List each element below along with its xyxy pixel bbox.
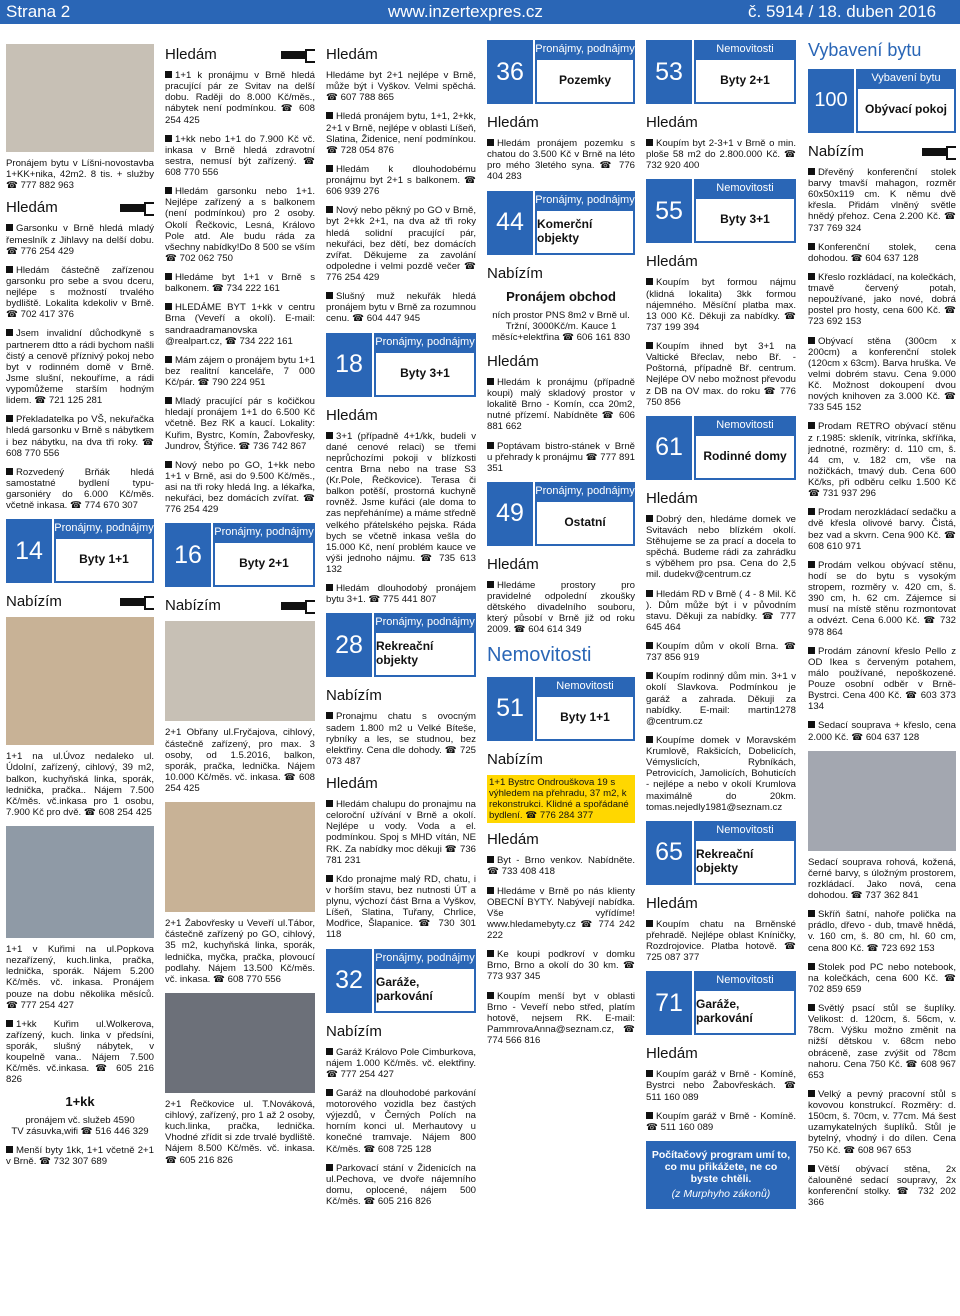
category-box: 55 Nemovitosti Byty 3+1 — [646, 179, 796, 243]
category-box: 16 Pronájmy, podnájmy Byty 2+1 — [165, 523, 315, 587]
ad-item: Jsem invalidní důchodkyně s partnerem dtto a rádi bychom našli čistý a cenově příznivý pokoj nebo byt v rodinném domě v Brně. Jsme slušní, nekouříme, a rádi vypomůžeme starším hodným lidem. ☎ 721 125 281 — [6, 328, 154, 407]
ad-item: Hledám pronájem pozemku s chatou do 3.500 Kč v Brně na léto pro mého 3letého syna. ☎ 776 404 283 — [487, 138, 635, 183]
ad-item: Prodám zánovní křeslo Pello z OD Ikea s červeným potahem, málo používané, nepoškozené. Pouze osobní odběr v Brně-Bystrci. Cena 400 Kč. ☎ 603 373 134 — [808, 645, 956, 713]
photo-caption: 2+1 Řečkovice ul. T.Nováková, cihlový, zařízený, pro 1 až 2 osoby, kuch.linka, pračka, lednička. Vhodné zřídit si zde trvalé bydliště. Nájem 8.500 Kč/měs. vč. inkasa. ☎ 605 216 826 — [165, 1098, 315, 1166]
ad-item: Sedací souprava + křeslo, cena 2.000 Kč. ☎ 604 637 128 — [808, 720, 956, 743]
section-heading: Hledám — [326, 406, 378, 424]
quote-text: Počítačový program umí to, co mu přikážete, ne co byste chtěli. — [651, 1148, 791, 1186]
ad-item: Koupím dům v okolí Brna. ☎ 737 856 919 — [646, 641, 796, 664]
photo-caption: 1+1 v Kuřimi na ul.Popkova nezařízený, kuch.linka, pračka, lednička, sporák. Nájem 5.200 Kč/měs. vč. inkasa. Pronájem pouze na dobu několika měsíců. ☎ 777 254 427 — [6, 944, 154, 1011]
ad-item: Dřevěný konferenční stolek barvy tmavší mahagon, rozměr 60x50x119 cm. K němu dvě křesla. Přidám vlněný světle hnědý přehoz. Cena 2.200 Kč. ☎ 737 769 324 — [808, 166, 956, 234]
category-box: 44 Pronájmy, podnájmy Komerční objekty — [487, 191, 635, 255]
section-heading: Hledám — [646, 894, 698, 912]
arrow-right-icon — [120, 598, 152, 606]
ad-item: Garáž Královo Pole Cimburkova, nájem 1.000 Kč/měs. vč. elektřiny. ☎ 777 254 427 — [326, 1046, 476, 1080]
ad-item: Světlý psací stůl se šuplíky. Velikost: d. 120cm, š. 56cm, v. 78cm. Výšku možno změnit na nižší dětskou v. 68cm nebo obráceně, zase zvýšit od 78cm nahoru. Cena 750 Kč. ☎ 608 967 653 — [808, 1003, 956, 1081]
column-3 — [326, 40, 476, 1312]
ad-item: Hledá pronájem bytu, 1+1, 2+kk, 2+1 v Brně, nejlépe v oblasti Líšeň, Slatina, Židenice, není podmínkou. ☎ 728 054 876 — [326, 111, 476, 156]
ad-item: Skříň šatní, nahoře polička na prádlo, dřevo - dub, tmavě hnědá, v. 160 cm, š. 80 cm, hl. 60 cm, cena 800 Kč. ☎ 723 692 153 — [808, 909, 956, 954]
ad-item: 1+kk Kuřim ul.Wolkerova, zařízený, kuch. linka v předsíni, sporák, slušný nábytek, v koupelně vana.. Nájem 7.500 Kč/měs. vč.inkasa. ☎ 605 216 826 — [6, 1018, 154, 1086]
ad-item: Koupíme domek v Moravském Krumlově, Rakšicích, Dobelicích, Vémyslicích, Rybníkách, Petrovicích, Jamolicích, Bohuticích - nejlépe a nebo v okolí Krumlova maximálně do 20km. tomas.nejedly1981@seznam.cz — [646, 734, 796, 813]
section-heading: Hledám — [6, 199, 154, 217]
column-1 — [6, 40, 154, 1312]
column-6 — [808, 40, 956, 1312]
arrow-left-icon — [120, 204, 152, 212]
section-heading: Nabízím — [165, 597, 315, 615]
ad-item: Koupím ihned byt 3+1 na Valtické Břeclav, nebo Bř. - Poštorná, případně Bř. centrum. Nejlépe OV nebo možnost převodu z DB na OV max. do roku ☎ 776 750 856 — [646, 341, 796, 408]
ad-item: Hledáme prostory pro pravidelné odpolední zkoušky dětského divadelního souboru, který působí v Brně již od roku 2009. ☎ 604 614 349 — [487, 579, 635, 636]
category-box: 32 Pronájmy, podnájmy Garáže, parkování — [326, 949, 476, 1013]
ad-item: Rozvedený Brňák hledá samostatné bydlení typu-garsoniéry do 6.000 Kč/měs. včetně inkasa. ☎ 774 670 307 — [6, 466, 154, 512]
shop-ad: Pronájem obchod ních prostor PNS 8m2 v Brně ul. Tržní, 3000Kč/m. Kauce 1 měsíc+elektřina ☎ 606 161 830 — [491, 288, 631, 343]
sofa-photo — [808, 751, 956, 851]
ad-item: Hledám dlouhodobý pronájem bytu 3+1. ☎ 775 441 807 — [326, 583, 476, 606]
photo-caption: Sedací souprava rohová, kožená, černé barvy, s úložným prostorem, rozkládací. Jako nová, cena dohodou. ☎ 737 362 841 — [808, 856, 956, 901]
section-title: Vybavení bytu — [808, 40, 922, 60]
ad-item: Koupím byt 2-3+1 v Brně o min. ploše 58 m2 do 2.800.000 Kč. ☎ 732 920 400 — [646, 138, 796, 172]
ad-item: Hledám garsonku nebo 1+1. Nejlépe zařízený a s balkonem (není podmínkou) pro 2 osoby. Okolí Řečkovic, Lesná, Královo Pole atd. Ale budu ráda za všechny nabídky!Do 8 500 se vším ☎ 702 062 750 — [165, 186, 315, 264]
section-heading: Nabízím — [6, 593, 154, 611]
ad-item: 1+1 k pronájmu v Brně hledá pracující pár ze Svitav na delší dobu. Raději do 8.000 Kč/měs., nábytek není podmínkou. ☎ 608 254 425 — [165, 70, 315, 126]
section-heading: Hledám — [487, 831, 539, 849]
ad-item: Hledáme byt 1+1 v Brně s balkonem. ☎ 734 222 161 — [165, 272, 315, 295]
category-box: 28 Pronájmy, podnájmy Rekreační objekty — [326, 613, 476, 677]
category-box: 51 Nemovitosti Byty 1+1 — [487, 677, 635, 741]
site-url[interactable]: www.inzertexpres.cz — [388, 2, 543, 21]
photo-caption: Pronájem bytu v Líšni-novostavba 1+KK+nika, 42m2. 8 tis. + služby ☎ 777 882 963 — [6, 158, 154, 192]
column-2 — [165, 40, 315, 1312]
ad-item: Pronajmu chatu s ovocným sadem 1.800 m2 u Velké Bíteše, rybníky a les, se studnou, bez elektřiny. Cena dle dohody. ☎ 725 073 487 — [326, 711, 476, 767]
ad-item: HLEDÁME BYT 1+kk v centru Brna (Veveří a okolí). E-mail: sandraadramanovska @realpart.cz, ☎ 734 222 161 — [165, 302, 315, 347]
page-number: Strana 2 — [6, 2, 71, 21]
photo-caption: 2+1 Žabovřesky u Veveří ul.Tábor, částečně zařízený po GO, cihlový, 35 m2, kuchyňská linka, sporák, lednička, myčka, pračka, plovoucí podlahy. Nájem 13.500 Kč/měs. vč. inkasa. ☎ 608 770 556 — [165, 918, 315, 985]
room-photo — [165, 802, 315, 912]
ad-item: Obývací stěna (300cm x 200cm) a konferenční stolek (120cm x 63cm). Barva hruška. Ve velmi dobrém stavu. Cena 9.000 Kč. Možnost dokoupení dvou nových knihoven za 3.000 Kč. ☎ 733 545 152 — [808, 335, 956, 414]
building-photo — [6, 826, 154, 938]
category-box: 65 Nemovitosti Rekreační objekty — [646, 821, 796, 885]
photo-caption: 2+1 Obřany ul.Fryčajova, cihlový, částečně zařízený, pro max. 3 osoby, od 1.5.2016, balkon, sporák, pračka, lednička. Nájem 10.000 Kč/měs. vč. inkasa. ☎ 608 254 425 — [165, 727, 315, 794]
section-heading: Nabízím — [808, 143, 956, 161]
ad-item: Prodam nerozkládací sedačku a dvě křesla olivové barvy. Čistá, bez vad a skvrn. Cena 900 Kč. ☎ 608 610 971 — [808, 507, 956, 552]
category-box: 14 Pronájmy, podnájmy Byty 1+1 — [6, 519, 154, 583]
category-box: 71 Nemovitosti Garáže, parkování — [646, 971, 796, 1035]
photo-caption: 1+1 na ul.Úvoz nedaleko ul. Údolní, zařízený, cihlový, 39 m2, balkon, kuchyňská linka, sporák, lednička, pračka.. Nájem 7.500 Kč/měs. vč.inkasa pro 1 osobu, 7.900 Kč pro dvě. ☎ 608 254 425 — [6, 751, 154, 818]
category-box: 36 Pronájmy, podnájmy Pozemky — [487, 40, 635, 104]
ad-item: Menší byty 1kk, 1+1 včetně 2+1 v Brně. ☎ 732 307 689 — [6, 1144, 154, 1167]
ad-item: Slušný muž nekuřák hledá pronájem bytu v Brně za rozumnou cenu. ☎ 604 447 945 — [326, 291, 476, 325]
highlighted-ad: 1+1 Bystrc Ondrouškova 19 s výhledem na přehradu, 37 m2, k rekonstrukci. Klidné a spořádané bydlení. ☎ 776 284 377 — [487, 775, 635, 824]
ad-item: Koupím menší byt v oblasti Brno - Veveří nebo střed, platím hotově, nejsem RK. E-mail: PammrovaAnna@seznam.cz, ☎ 774 566 816 — [487, 990, 635, 1047]
category-box: 49 Pronájmy, podnájmy Ostatní — [487, 482, 635, 546]
quote-box — [646, 1141, 796, 1209]
ad-item: Mladý pracující pár s kočičkou hledají pronájem 1+1 do 6.500 Kč včetně. Bez RK a kaucí. Lokality: Kuřim, Bystrc, Komín, Žabovřesky, Jundrov, Štýřice. ☎ 736 742 867 — [165, 396, 315, 452]
ad-item: Koupím byt formou nájmu (klidná lokalita) 3kk formou nájemného. Měsíční platba max. 13 000 Kč. Děkuji za nabídky. ☎ 737 199 394 — [646, 277, 796, 333]
ad-item: Překladatelka po VŠ, nekuřačka hledá garsonku v Brně s nábytkem i bez nábytku, na dva tři roky. ☎ 608 770 556 — [6, 414, 154, 459]
category-box: 53 Nemovitosti Byty 2+1 — [646, 40, 796, 104]
section-heading: Hledám — [646, 253, 698, 271]
ad-item: Ke koupi podkroví v domku Brno, Brno a okolí do 30 km. ☎ 773 937 345 — [487, 949, 635, 983]
section-heading: Nabízím — [326, 1022, 382, 1040]
section-heading: Hledám — [646, 489, 698, 507]
room-photo — [165, 993, 315, 1093]
section-heading: Hledám — [326, 775, 378, 792]
ad-item: Nový nebo pěkný po GO v Brně, byt 2+kk 2+1, na dva až tři roky hledá solidní pracující pár, nekuřáci, bez dětí, bez domácích zvířat. Děkujeme za zavolání odpoledne i velmi pozdě večer ☎ 776 254 429 — [326, 205, 476, 283]
category-box: 100 Vybavení bytu Obývací pokoj — [808, 69, 956, 133]
ad-item: 3+1 (případně 4+1/kk, budeli v dané cenové relaci) se třemi neprůchozími pokoji v blízkosti centra Brna nebo na trase S3 (Kr.Pole, Řečkovice). Terasa či balkon potěší, prostorná kuchyně rovněž. Jsme kuřáci (ale doma to zas nepřeháníme) a máme středně velkého přátelského pejska. Ráda bych se včetně inkasa vešla do 15.000 Kč, není problém kauce ve výši jednoho nájmu. ☎ 735 613 132 — [326, 430, 476, 575]
ad-item: Stolek pod PC nebo notebook, na kolečkách, cena 600 Kč. ☎ 702 859 659 — [808, 961, 956, 995]
ad-item: Dobrý den, hledáme domek ve Svitavách nebo blízkém okolí. Stěhujeme se za prací a docela to spěchá. Budeme rádi za zahrádku s výběhem pro psa. Cena do 2,5 mil. dudekv@centrum.cz — [646, 513, 796, 581]
category-box: 18 Pronájmy, podnájmy Byty 3+1 — [326, 333, 476, 397]
ad-item: Konferenční stolek, cena dohodou. ☎ 604 637 128 — [808, 241, 956, 264]
ad-item: 1+kk nebo 1+1 do 7.900 Kč vč. inkasa v Brně hledá zdravotní sestra, nemusí být zařízený. ☎ 608 770 556 — [165, 133, 315, 178]
section-heading: Hledám — [646, 1045, 698, 1063]
arrow-right-icon — [922, 148, 954, 156]
section-heading: Nabízím — [487, 264, 543, 282]
ad-item: Garáž na dlouhodobé parkování motorového vozidla bez častých výjezdů, v Černých Polích na horním konci ul. Merhautovy u konečné tramvaje. Nájem 800 Kč/měs. ☎ 608 725 128 — [326, 1087, 476, 1155]
section-heading: Nabízím — [487, 750, 543, 768]
ad-item: Garsonku v Brně hledá mladý řemeslník z Jihlavy na delší dobu. ☎ 776 254 429 — [6, 223, 154, 257]
ad-item: Nový nebo po GO, 1+kk nebo 1+1 v Brně, asi do 9.500 Kč/měs., asi na tři roky hledá Ing. a lékařka, nekuřáci, bez domácích zvířat. ☎ 776 254 429 — [165, 459, 315, 516]
section-heading: Hledám — [165, 46, 315, 64]
ad-item: Kdo pronajme malý RD, chatu, i v horším stavu, bez nutnosti ÚT a plynu, výchozí část Brna a Vyškov, Líšeň, Slatina, Tuřany, Chrlice, Modřice, Šlapanice. ☎ 730 301 118 — [326, 873, 476, 941]
ad-item: Hledáme byt 2+1 nejlépe v Brně, může být i Vyškov. Velmi spěchá. ☎ 607 788 865 — [326, 70, 476, 104]
ad-item: Prodam RETRO obývací stěnu z r.1985: skleník, vitrínka, skříňka, jednotné, rozměry: d. 110 cm, š. 44 cm, v. 182 cm, vše na nožičkách, tmavý dub. Cena 600 Kč/ks, při odběru celku 1.500 Kč ☎ 731 937 296 — [808, 421, 956, 500]
ad-item: Parkovací stání v Židenicích na ul.Pechova, ve dvoře nájemního domu, oplocené, nájem 500 Kč/měs. ☎ 605 216 826 — [326, 1162, 476, 1207]
section-title: Nemovitosti — [487, 643, 592, 666]
ad-item: Velký a pevný pracovní stůl s kovovou konstrukcí. Rozměry: d. 150cm, š. 70cm, v. 77cm. Má šest uzamykatelných šuplíků. Stůl je bytelný, vhodný i do dílen. Cena 750 Kč. ☎ 608 967 653 — [808, 1088, 956, 1156]
ad-item: Poptávam bistro-stánek v Brně u přehrady k pronájmu ☎ 777 891 351 — [487, 440, 635, 474]
ad-item: Křeslo rozkládací, na kolečkách, tmavě červený potah, nepoužívané, jako nové, dobrá postel pro hosty, cena 600 Kč. ☎ 723 692 153 — [808, 271, 956, 328]
page-header — [0, 0, 960, 24]
arrow-left-icon — [281, 51, 313, 59]
section-heading: Hledám — [487, 555, 539, 573]
section-heading: Hledám — [326, 46, 378, 63]
ad-item: Hledáme v Brně po nás klienty OBECNÍ BYTY. Nabývejí nabídka. Vše vyřídíme! www.hledamebyty.cz ☎ 774 242 222 — [487, 885, 635, 942]
kk-ad: 1+kk pronájem vč. služeb 4590 TV zásuvka,wifi ☎ 516 446 329 — [11, 1093, 149, 1137]
apartment-photo — [6, 44, 154, 152]
column-5 — [646, 40, 796, 1312]
ad-item: Koupím chatu na Brněnské přehradě. Nejlépe oblast Kníničky, Rozdrojovice. Platba hotově. ☎ 725 087 377 — [646, 918, 796, 964]
ad-item: Hledám částečně zařízenou garsonku pro sebe a svou dceru, nejlépe s možností trvalého bydliště. Lokalita kdekoliv v Brně. ☎ 702 417 376 — [6, 264, 154, 321]
issue-date: č. 5914 / 18. duben 2016 — [748, 2, 937, 21]
quote-source: (z Murphyho zákonů) — [671, 1188, 771, 1201]
arrow-right-icon — [281, 602, 313, 610]
ad-item: Hledám k pronájmu (případně koupi) malý skladový prostor v lokalitě Brno - Komín, cca 20m2, nutné přízemí. Nabídněte ☎ 606 881 662 — [487, 376, 635, 433]
ad-item: Koupím garáž v Brně - Komíně, Bystrci nebo Žabovřeskách. ☎ 511 160 089 — [646, 1069, 796, 1103]
ad-item: Koupím rodinný dům min. 3+1 v okolí Slavkova. Podmínkou je garáž a zahrada. Děkuji za nabídky. E-mail: martin1278 @centrum.cz — [646, 671, 796, 727]
ad-item: Byt - Brno venkov. Nabídněte. ☎ 733 408 418 — [487, 855, 635, 878]
category-box: 61 Nemovitosti Rodinné domy — [646, 416, 796, 480]
room-photo — [165, 621, 315, 721]
ad-item: Prodám velkou obývací stěnu, hodí se do bytu s vysokým stropem, rozměry v. 420 cm, š. 390 cm, h. 62 cm. Zájemce si musí na místě stěnu rozmontovat a odvézt. Cena 6.000 Kč. ☎ 732 978 864 — [808, 559, 956, 638]
section-heading: Nabízím — [326, 687, 382, 705]
section-heading: Hledám — [487, 114, 539, 131]
room-photo — [6, 617, 154, 745]
section-heading: Hledám — [487, 352, 539, 370]
ad-item: Mám zájem o pronájem bytu 1+1 bez realitní kanceláře, 7 000 Kč/pár. ☎ 790 224 951 — [165, 354, 315, 388]
ad-item: Koupím garáž v Brně - Komíně. ☎ 511 160 089 — [646, 1110, 796, 1133]
ad-item: Hledám chalupu do pronajmu na celoroční užívání v Brně a okolí. Nejlépe u vody. Voda a el. podmínkou. Spoj s MHD vítán, NE RK. Za nabídky moc děkuji ☎ 736 781 231 — [326, 799, 476, 866]
ad-item: Hledám RD v Brně ( 4 - 8 Mil. Kč ). Dům může být i v původním stavu. Děkuji za nabídky. ☎ 777 645 464 — [646, 588, 796, 633]
column-4 — [487, 40, 635, 1312]
ad-item: Větší obývací stěna, 2x čalouněné sedací soupravy, 2x konferenční stolky. ☎ 732 202 366 — [808, 1163, 956, 1208]
ad-item: Hledám k dlouhodobému pronájmu byt 2+1 s balkonem. ☎ 606 939 276 — [326, 163, 476, 198]
section-heading: Hledám — [646, 114, 698, 131]
